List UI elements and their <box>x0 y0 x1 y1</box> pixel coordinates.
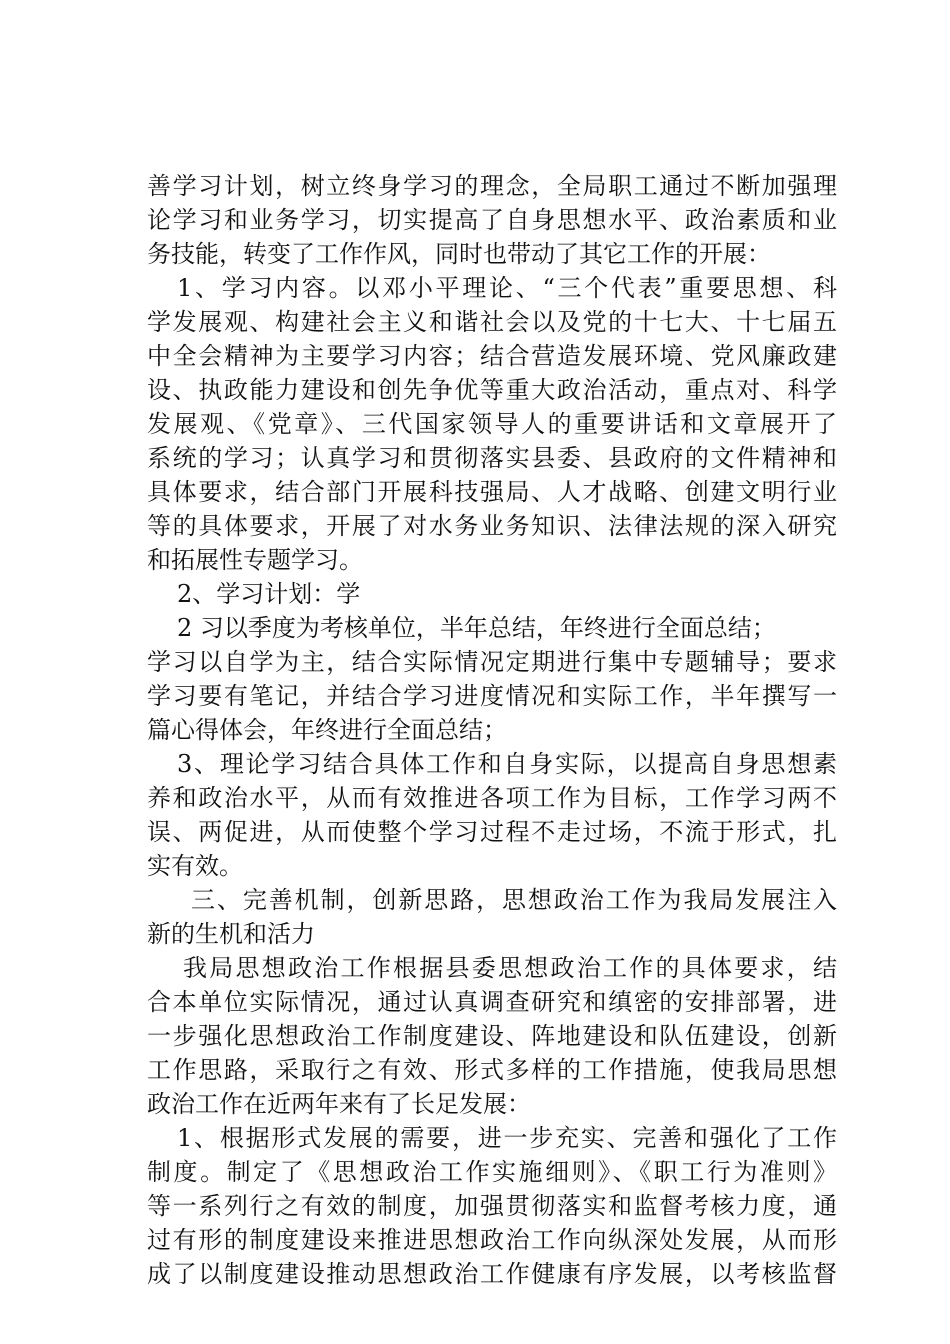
text-line: 误、两促进，从而使整个学习过程不走过场，不流于形式，扎 <box>147 818 837 846</box>
text-line: 我局思想政治工作根据县委思想政治工作的具体要求，结 <box>183 954 837 982</box>
text-line: 学习要有笔记，并结合学习进度情况和实际工作，半年撰写一 <box>147 682 837 710</box>
text-line: 务技能，转变了工作作风，同时也带动了其它工作的开展： <box>147 240 771 268</box>
document-body <box>147 169 837 1291</box>
text-line: 实有效。 <box>147 852 243 880</box>
text-line: 学习以自学为主，结合实际情况定期进行集中专题辅导；要求 <box>147 648 837 676</box>
text-line: 政治工作在近两年来有了长足发展： <box>147 1090 531 1118</box>
text-line: 新的生机和活力 <box>147 920 315 948</box>
text-line: 3、理论学习结合具体工作和自身实际，以提高自身思想素 <box>177 750 837 778</box>
text-line: 中全会精神为主要学习内容；结合营造发展环境、党风廉政建 <box>147 342 837 370</box>
text-line: 一步强化思想政治工作制度建设、阵地建设和队伍建设，创新 <box>147 1022 837 1050</box>
text-line: 过有形的制度建设来推进思想政治工作向纵深处发展，从而形 <box>147 1226 837 1254</box>
text-line: 2 习以季度为考核单位，半年总结，年终进行全面总结； <box>177 614 776 642</box>
text-line: 等一系列行之有效的制度，加强贯彻落实和监督考核力度，通 <box>147 1192 837 1220</box>
text-line: 三、完善机制，创新思路，思想政治工作为我局发展注入 <box>191 886 837 914</box>
text-line: 具体要求，结合部门开展科技强局、人才战略、创建文明行业 <box>147 478 837 506</box>
text-line: 篇心得体会，年终进行全面总结； <box>147 716 507 744</box>
text-line: 成了以制度建设推动思想政治工作健康有序发展，以考核监督 <box>147 1260 837 1288</box>
text-line: 和拓展性专题学习。 <box>147 546 363 574</box>
text-line: 发展观、《党章》、三代国家领导人的重要讲话和文章展开了 <box>147 410 837 438</box>
text-line: 等的具体要求，开展了对水务业务知识、法律法规的深入研究 <box>147 512 837 540</box>
text-line: 2、学习计划：学 <box>177 580 361 608</box>
text-line: 设、执政能力建设和创先争优等重大政治活动，重点对、科学 <box>147 376 837 404</box>
text-line: 系统的学习；认真学习和贯彻落实县委、县政府的文件精神和 <box>147 444 837 472</box>
text-line: 1、根据形式发展的需要，进一步充实、完善和强化了工作 <box>177 1124 837 1152</box>
text-line: 合本单位实际情况，通过认真调查研究和缜密的安排部署，进 <box>147 988 837 1016</box>
text-line: 学发展观、构建社会主义和谐社会以及党的十七大、十七届五 <box>147 308 837 336</box>
text-line: 制度。制定了《思想政治工作实施细则》、《职工行为准则》 <box>147 1158 837 1186</box>
text-line: 养和政治水平，从而有效推进各项工作为目标，工作学习两不 <box>147 784 837 812</box>
text-line: 论学习和业务学习，切实提高了自身思想水平、政治素质和业 <box>147 206 837 234</box>
text-line: 工作思路，采取行之有效、形式多样的工作措施，使我局思想 <box>147 1056 837 1084</box>
text-line: 1、学习内容。以邓小平理论、“三个代表”重要思想、科 <box>177 274 837 302</box>
text-line: 善学习计划，树立终身学习的理念，全局职工通过不断加强理 <box>147 172 837 200</box>
